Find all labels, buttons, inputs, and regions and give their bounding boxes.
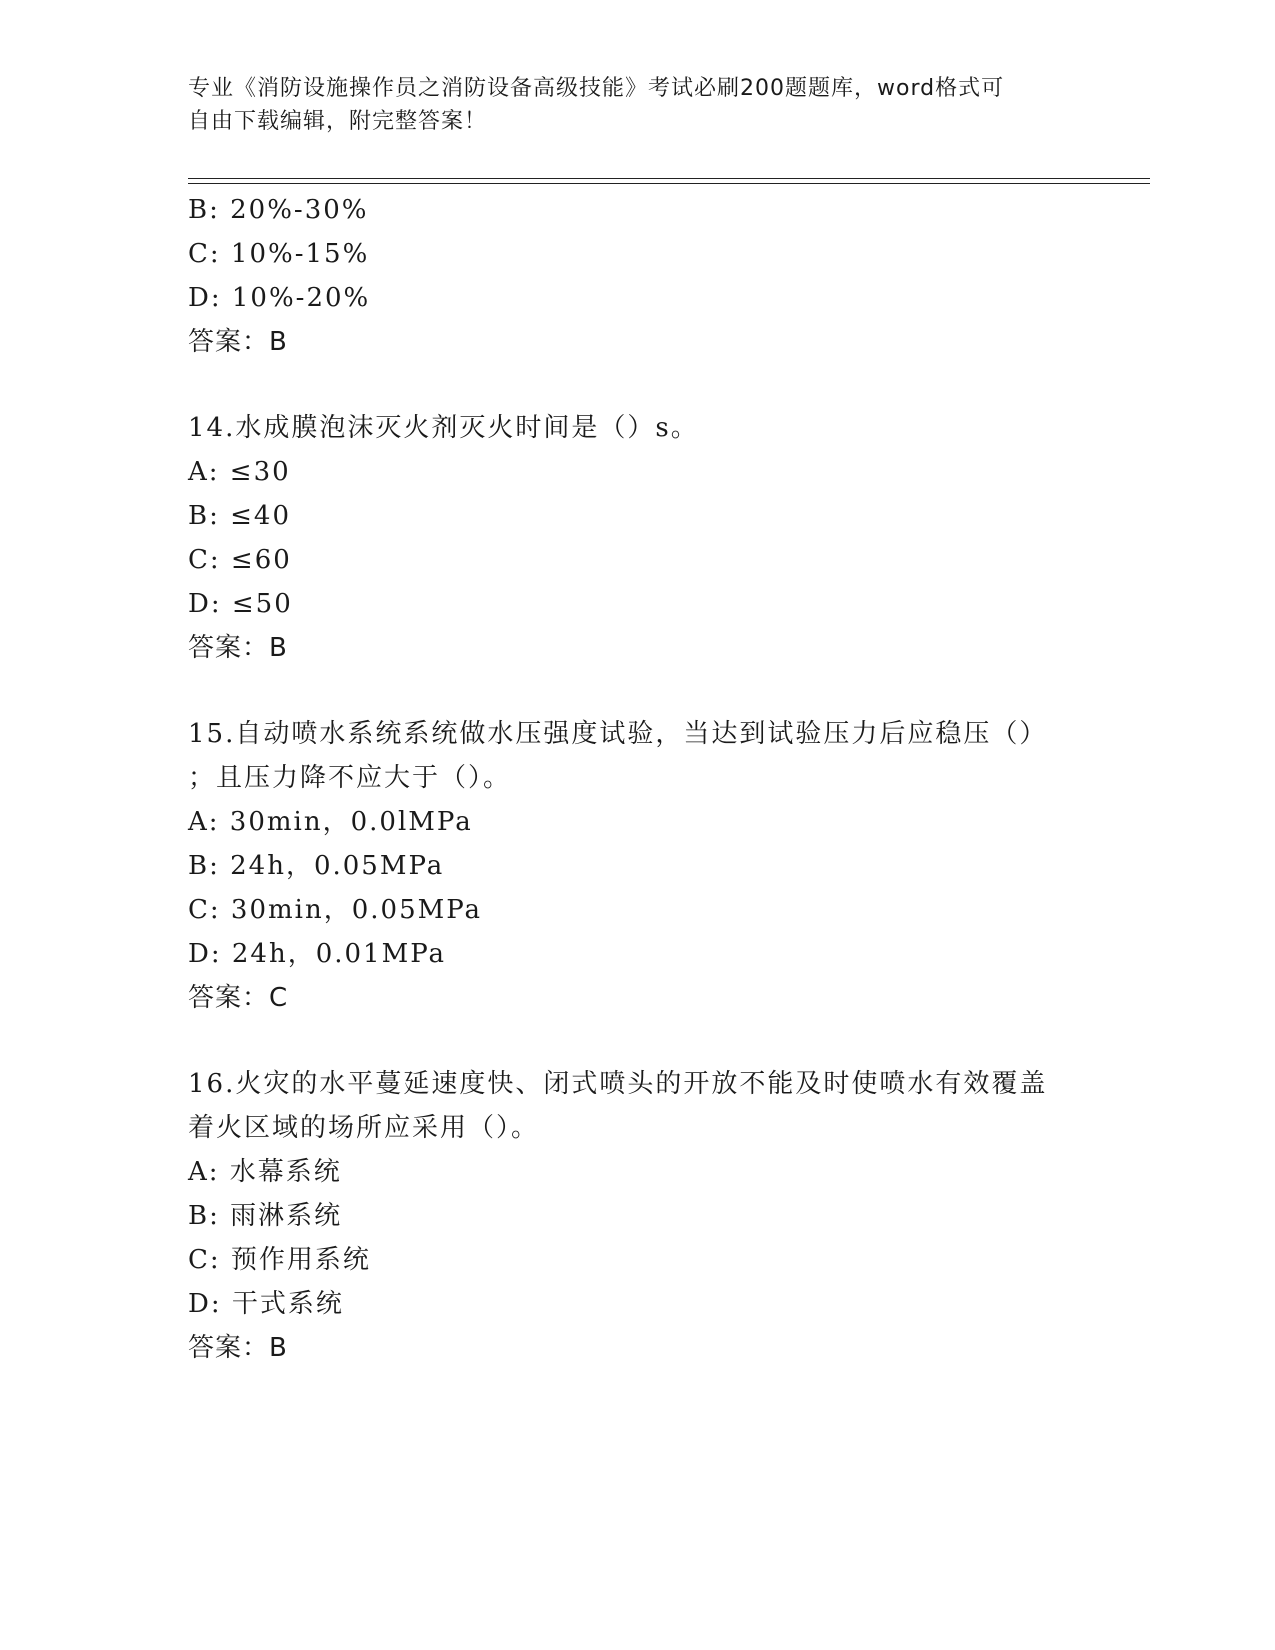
answer: 答案：B xyxy=(188,327,288,357)
option-c: C: 10%-15% xyxy=(188,239,370,269)
question-15-text-line-1: 15.自动喷水系统系统做水压强度试验，当达到试验压力后应稳压（） xyxy=(188,719,1048,749)
question-14-option-b: B: ≤40 xyxy=(188,501,291,531)
question-16-option-d: D: 干式系统 xyxy=(188,1289,344,1319)
question-15-option-a: A: 30min，0.0lMPa xyxy=(188,807,473,837)
question-15-option-b: B: 24h，0.05MPa xyxy=(188,851,445,881)
question-16-option-a: A: 水幕系统 xyxy=(188,1157,342,1187)
question-14-option-a: A: ≤30 xyxy=(188,457,291,487)
question-15-text-line-2: ；且压力降不应大于（）。 xyxy=(188,763,512,793)
header-line-2: 自由下载编辑，附完整答案！ xyxy=(188,109,488,134)
question-14-option-c: C: ≤60 xyxy=(188,545,292,575)
header-divider-bottom xyxy=(188,183,1150,184)
question-16-answer: 答案：B xyxy=(188,1333,288,1363)
option-b: B: 20%-30% xyxy=(188,195,369,225)
question-14-option-d: D: ≤50 xyxy=(188,589,293,619)
question-16-text-line-2: 着火区域的场所应采用（）。 xyxy=(188,1113,540,1143)
question-15-answer: 答案：C xyxy=(188,983,289,1013)
question-15-option-d: D: 24h，0.01MPa xyxy=(188,939,447,969)
header-line-1: 专业《消防设施操作员之消防设备高级技能》考试必刷200题题库，word格式可 xyxy=(188,76,1005,101)
question-15-option-c: C: 30min，0.05MPa xyxy=(188,895,483,925)
header-divider-top xyxy=(188,178,1150,179)
question-16-text-line-1: 16.火灾的水平蔓延速度快、闭式喷头的开放不能及时使喷水有效覆盖 xyxy=(188,1069,1048,1099)
question-14-text: 14.水成膜泡沫灭火剂灭火时间是（）s。 xyxy=(188,413,699,443)
question-14-answer: 答案：B xyxy=(188,633,288,663)
option-d: D: 10%-20% xyxy=(188,283,371,313)
question-16-option-b: B: 雨淋系统 xyxy=(188,1201,343,1231)
question-16-option-c: C: 预作用系统 xyxy=(188,1245,371,1275)
document-header xyxy=(188,72,1088,138)
